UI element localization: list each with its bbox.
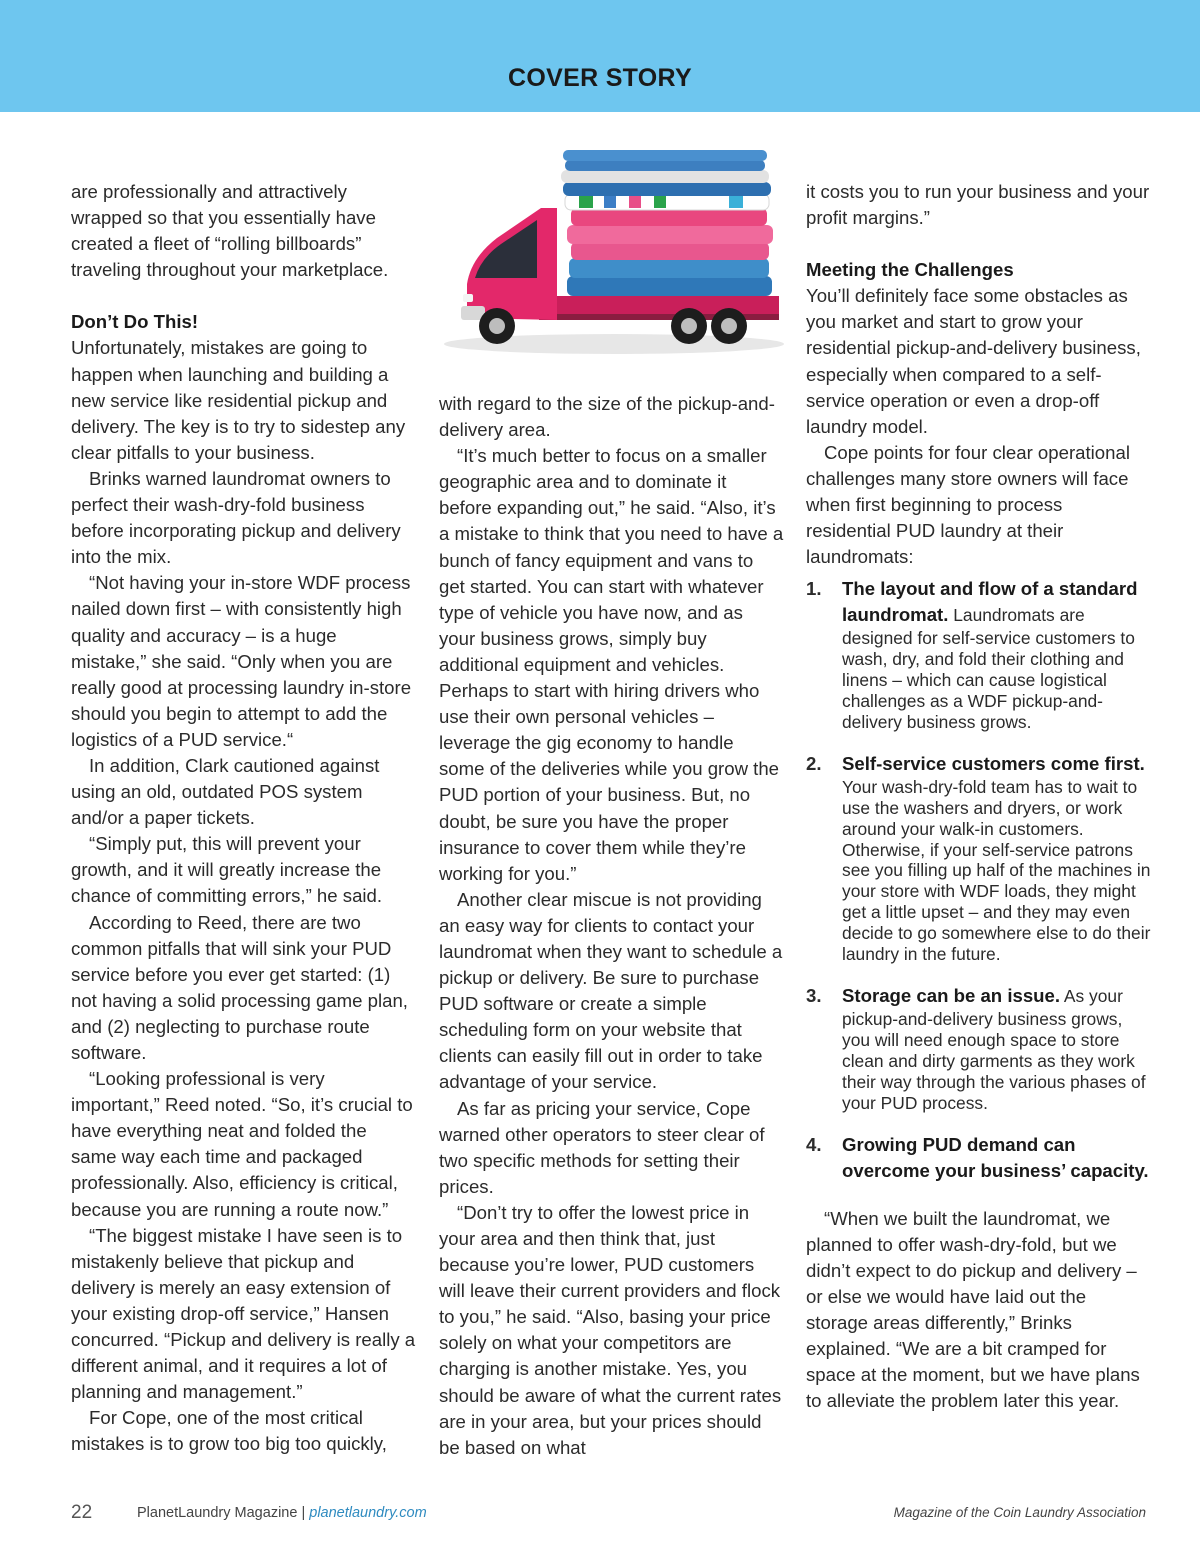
list-item <box>806 983 1151 1114</box>
paragraph: In addition, Clark cautioned against using an old, outdated POS system and/or a paper tickets. <box>71 754 380 829</box>
subheading-meeting-challenges: Meeting the Challenges <box>806 259 1014 281</box>
list-item-lead: Self-service customers come first. <box>842 752 1145 774</box>
list-number: 1. <box>806 578 822 600</box>
footer-separator: | <box>301 1505 306 1521</box>
footer-magazine <box>137 1505 427 1521</box>
column-3 <box>806 179 1151 1414</box>
truck-laundry-image <box>439 146 784 362</box>
list-item-text: Laundromats are designed for self-service customers to wash, dry, and fold their clothing and linens – which can cause logistical challenges as a WDF pickup-and-delivery business grows. <box>842 605 1135 732</box>
list-item <box>806 576 1151 733</box>
paragraph: with regard to the size of the pickup-and-delivery area. <box>439 393 775 441</box>
challenges-list <box>806 576 1151 1183</box>
list-item-text: Your wash-dry-fold team has to wait to use the washers and dryers, or work around your walk-in customers. Otherwise, if your self-service patrons see you filling up half of the machines in your store with WDF loads, they might get a little upset – and they may even decide to go somewhere else to do their laundry in the future. <box>842 776 1151 965</box>
page-number: 22 <box>71 1502 93 1523</box>
list-number: 2. <box>806 752 822 774</box>
paragraph: Another clear miscue is not providing an easy way for clients to contact your laundromat when they want to schedule a pickup or delivery. Be sure to purchase PUD software or create a simple scheduling form on your website that clients can easily fill out in order to take advantage of your service. <box>439 888 783 1093</box>
list-item <box>806 1132 1151 1184</box>
paragraph: “Not having your in-store WDF process nailed down first – with consistently high quality and accuracy – is a huge mistake,” she said. “Only when you are really good at processing laundry in-store should you begin to attempt to add the logistics of a PUD service.“ <box>71 572 412 750</box>
list-item-lead: The layout and flow of a standard laundromat. <box>842 578 1138 626</box>
paragraph: Brinks warned laundromat owners to perfect their wash-dry-fold business before incorporating pickup and delivery into the mix. <box>71 467 401 568</box>
section-title: COVER STORY <box>508 64 692 92</box>
footer-association: Magazine of the Coin Laundry Association <box>893 1505 1146 1520</box>
paragraph: For Cope, one of the most critical mistakes is to grow too big too quickly, <box>71 1407 387 1455</box>
truck-illustration <box>439 146 784 362</box>
list-item-lead: Growing PUD demand can overcome your business’ capacity. <box>842 1133 1149 1181</box>
column-2 <box>439 391 784 1461</box>
paragraph: are professionally and attractively wrapped so that you essentially have created a fleet of “rolling billboards” traveling throughout your marketplace. <box>71 181 389 281</box>
list-item <box>806 751 1151 965</box>
list-item-lead: Storage can be an issue. <box>842 985 1061 1006</box>
column-1 <box>71 179 416 1458</box>
subheading-dont-do-this: Don’t Do This! <box>71 311 199 333</box>
paragraph: “Simply put, this will prevent your growth, and it will greatly increase the chance of committing errors,” he said. <box>71 833 383 907</box>
paragraph: As far as pricing your service, Cope warned other operators to steer clear of two specific methods for setting their prices. <box>439 1097 765 1197</box>
list-item-text: As your pickup-and-delivery business grows, you will need enough space to store clean and dirty garments as they work their way through the various phases of your PUD process. <box>842 986 1146 1113</box>
paragraph: You’ll definitely face some obstacles as you market and start to grow your residential pickup-and-delivery business, especially when compared to a self-service operation or even a drop-off laundry model. <box>806 285 1141 437</box>
website-link[interactable]: planetlaundry.com <box>309 1505 427 1521</box>
paragraph: “It’s much better to focus on a smaller geographic area and to dominate it before expanding out,” he said. “Also, it’s a mistake to think that you need to have a bunch of fancy equipment and vans to get started. You can start with whatever type of vehicle you have now, and as your business grows, simply buy additional equipment and vehicles. Perhaps to start with hiring drivers who use their own personal vehicles – leverage the gig economy to handle some of the deliveries while you grow the PUD portion of your business. But, no doubt, be sure you have the proper insurance to cover them while they’re working for you.” <box>439 445 784 884</box>
section-banner <box>0 0 1200 112</box>
paragraph: “The biggest mistake I have seen is to mistakenly believe that pickup and delivery is merely an easy extension of your existing drop-off service,” Hansen concurred. “Pickup and delivery is really a different animal, and it requires a lot of planning and management.” <box>71 1224 416 1403</box>
paragraph: Cope points for four clear operational challenges many store owners will face when first beginning to process residential PUD laundry at their laundromats: <box>806 441 1130 568</box>
paragraph: it costs you to run your business and your profit margins.” <box>806 181 1150 229</box>
paragraph: According to Reed, there are two common pitfalls that will sink your PUD service before you ever get started: (1) not having a solid processing game plan, and (2) neglecting to purchase route software. <box>71 911 408 1063</box>
paragraph: Unfortunately, mistakes are going to happen when launching and building a new service like residential pickup and delivery. The key is to try to sidestep any clear pitfalls to your business. <box>71 337 406 463</box>
list-number: 4. <box>806 1133 822 1155</box>
magazine-name: PlanetLaundry Magazine <box>137 1505 298 1521</box>
paragraph: “When we built the laundromat, we planned to offer wash-dry-fold, but we didn’t expect to do pickup and delivery – or else we would have laid out the storage areas differently,” Brinks explained. “We are a bit cramped for space at the moment, but we have plans to alleviate the problem later this year. <box>806 1207 1140 1412</box>
paragraph: “Don’t try to offer the lowest price in your area and then think that, just because you’re lower, PUD customers will leave their current providers and flock to you,” he said. “Also, basing your price solely on what your competitors are charging is another mistake. Yes, you should be aware of what the current rates are in your area, but your prices should be based on what <box>439 1201 782 1458</box>
list-number: 3. <box>806 985 822 1006</box>
paragraph: “Looking professional is very important,” Reed noted. “So, it’s crucial to have everything neat and folded the same way each time and packaged professionally. Also, efficiency is critical, because you are running a route now.” <box>71 1068 413 1220</box>
